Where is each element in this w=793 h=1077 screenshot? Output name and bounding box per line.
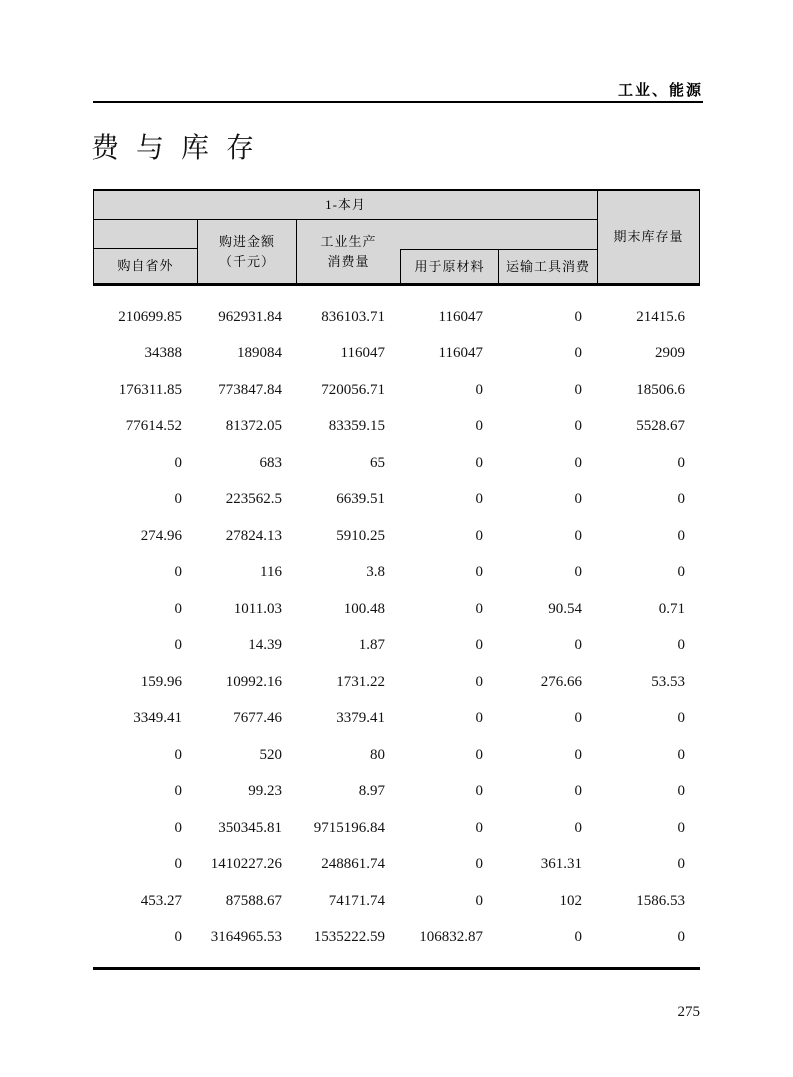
table-cell: 0	[475, 527, 483, 544]
table-cell: 10992.16	[225, 673, 282, 690]
table-cell: 1731.22	[336, 673, 385, 690]
table-cell: 350345.81	[218, 819, 282, 836]
table-cell: 1535222.59	[313, 929, 385, 946]
table-cell: 361.31	[540, 856, 582, 873]
table-cell: 0	[475, 381, 483, 398]
table-cell: 0	[574, 929, 582, 946]
table-row	[93, 847, 700, 884]
table-cell: 0	[475, 637, 483, 654]
table-cell: 962931.84	[218, 308, 282, 325]
table-cell: 53.53	[651, 673, 685, 690]
table-cell: 0	[677, 929, 685, 946]
table-cell: 18506.6	[636, 381, 685, 398]
table-row	[93, 555, 700, 592]
table-cell: 0	[174, 454, 182, 471]
table-row	[93, 299, 700, 336]
table-cell: 1410227.26	[210, 856, 282, 873]
table-cell: 5528.67	[636, 418, 685, 435]
table-cell: 0	[574, 746, 582, 763]
table-cell: 116047	[340, 345, 385, 362]
table-cell: 0	[574, 454, 582, 471]
table-cell: 0	[677, 819, 685, 836]
table-row	[93, 372, 700, 409]
table-cell: 65	[370, 454, 385, 471]
table-cell: 99.23	[248, 783, 282, 800]
table-cell: 0	[174, 564, 182, 581]
table-cell: 773847.84	[218, 381, 282, 398]
table-cell: 0	[475, 491, 483, 508]
table-cell: 0	[574, 491, 582, 508]
table-body	[93, 286, 700, 956]
table-row	[93, 774, 700, 811]
table-cell: 0.71	[658, 600, 685, 617]
header-purchase-amount-line2: （千元）	[218, 253, 275, 269]
table-cell: 27824.13	[225, 527, 282, 544]
table-cell: 0	[677, 746, 685, 763]
table-cell: 176311.85	[118, 381, 182, 398]
table-row	[93, 628, 700, 665]
table-cell: 14.39	[248, 637, 282, 654]
table-cell: 3379.41	[336, 710, 385, 727]
table-cell: 6639.51	[336, 491, 385, 508]
table-cell: 0	[475, 746, 483, 763]
table-cell: 9715196.84	[313, 819, 385, 836]
table-header	[93, 189, 700, 286]
table-cell: 0	[574, 381, 582, 398]
section-header: 工业、能源	[617, 81, 703, 99]
table-cell: 102	[559, 892, 582, 909]
table-cell: 189084	[237, 345, 282, 362]
table-cell: 159.96	[140, 673, 182, 690]
table-row	[93, 664, 700, 701]
table-cell: 83359.15	[328, 418, 385, 435]
table-cell: 0	[574, 564, 582, 581]
header-transport-consumption: 运输工具消费	[498, 249, 597, 283]
table-row	[93, 591, 700, 628]
table-cell: 0	[677, 856, 685, 873]
table-cell: 116047	[438, 308, 483, 325]
table-cell: 87588.67	[225, 892, 282, 909]
table-cell: 100.48	[343, 600, 385, 617]
table-cell: 21415.6	[636, 308, 685, 325]
header-used-raw-material: 用于原材料	[400, 249, 498, 283]
table-cell: 0	[574, 418, 582, 435]
table-cell: 7677.46	[233, 710, 282, 727]
table-row	[93, 445, 700, 482]
header-purchase-amount	[197, 220, 297, 283]
table-row	[93, 336, 700, 373]
table-cell: 0	[475, 454, 483, 471]
table-row	[93, 810, 700, 847]
table-cell: 0	[677, 454, 685, 471]
table-cell: 223562.5	[225, 491, 282, 508]
table-cell: 8.97	[358, 783, 385, 800]
table-cell: 836103.71	[321, 308, 385, 325]
table-cell: 720056.71	[321, 381, 385, 398]
table-cell: 0	[574, 527, 582, 544]
table-cell: 0	[677, 783, 685, 800]
table-cell: 0	[574, 345, 582, 362]
table-cell: 0	[475, 673, 483, 690]
table-row	[93, 883, 700, 920]
table-cell: 0	[475, 564, 483, 581]
header-industrial-consumption	[297, 220, 400, 283]
header-period-group: 1-本月	[94, 191, 597, 220]
table-cell: 248861.74	[321, 856, 385, 873]
table-cell: 276.66	[540, 673, 582, 690]
table-cell: 1586.53	[636, 892, 685, 909]
header-rule	[93, 101, 703, 103]
table-cell: 0	[574, 710, 582, 727]
table-cell: 0	[677, 527, 685, 544]
table-cell: 0	[475, 892, 483, 909]
table-cell: 0	[574, 819, 582, 836]
table-cell: 0	[677, 491, 685, 508]
table-cell: 90.54	[548, 600, 582, 617]
table-cell: 3164965.53	[210, 929, 282, 946]
table-cell: 0	[475, 856, 483, 873]
table-cell: 116047	[438, 345, 483, 362]
table-cell: 80	[370, 746, 385, 763]
table-row	[93, 737, 700, 774]
table-row	[93, 518, 700, 555]
table-row	[93, 409, 700, 446]
table-cell: 2909	[655, 345, 685, 362]
table-cell: 0	[574, 783, 582, 800]
table-cell: 106832.87	[419, 929, 483, 946]
table-cell: 74171.74	[328, 892, 385, 909]
table-cell: 274.96	[140, 527, 182, 544]
table-cell: 81372.05	[225, 418, 282, 435]
table-cell: 0	[475, 783, 483, 800]
table-cell: 0	[174, 819, 182, 836]
page-title: 费与库存	[91, 133, 272, 164]
table-cell: 34388	[144, 345, 182, 362]
table-cell: 0	[677, 710, 685, 727]
table-cell: 0	[677, 564, 685, 581]
table-cell: 0	[174, 637, 182, 654]
table-cell: 0	[174, 746, 182, 763]
table-cell: 683	[259, 454, 282, 471]
table-cell: 0	[174, 856, 182, 873]
table-row	[93, 701, 700, 738]
table-cell: 3.8	[366, 564, 385, 581]
header-ending-inventory: 期末库存量	[597, 191, 699, 283]
table-row	[93, 920, 700, 957]
table-cell: 116	[260, 564, 282, 581]
table-cell: 0	[475, 418, 483, 435]
table-cell: 0	[174, 491, 182, 508]
header-purchase-amount-line1: 购进金额	[218, 234, 275, 249]
table-bottom-rule	[93, 967, 700, 970]
table-cell: 1011.03	[233, 600, 282, 617]
table-cell: 3349.41	[133, 710, 182, 727]
table-cell: 0	[574, 308, 582, 325]
table-cell: 0	[574, 637, 582, 654]
table-cell: 0	[475, 819, 483, 836]
table-cell: 5910.25	[336, 527, 385, 544]
page-number: 275	[677, 1004, 700, 1020]
table-cell: 0	[475, 710, 483, 727]
table-cell: 77614.52	[125, 418, 182, 435]
table-cell: 0	[677, 637, 685, 654]
table-cell: 0	[174, 783, 182, 800]
table-cell: 0	[174, 600, 182, 617]
table-cell: 520	[259, 746, 282, 763]
table-cell: 0	[174, 929, 182, 946]
header-purchased-outside-province: 购自省外	[94, 248, 197, 283]
table-row	[93, 482, 700, 519]
header-industrial-consumption-line2: 消费量	[327, 253, 370, 269]
table-cell: 453.27	[140, 892, 182, 909]
table-cell: 210699.85	[118, 308, 182, 325]
table-cell: 0	[475, 600, 483, 617]
header-industrial-consumption-line1: 工业生产	[320, 234, 377, 249]
table-cell: 1.87	[358, 637, 385, 654]
